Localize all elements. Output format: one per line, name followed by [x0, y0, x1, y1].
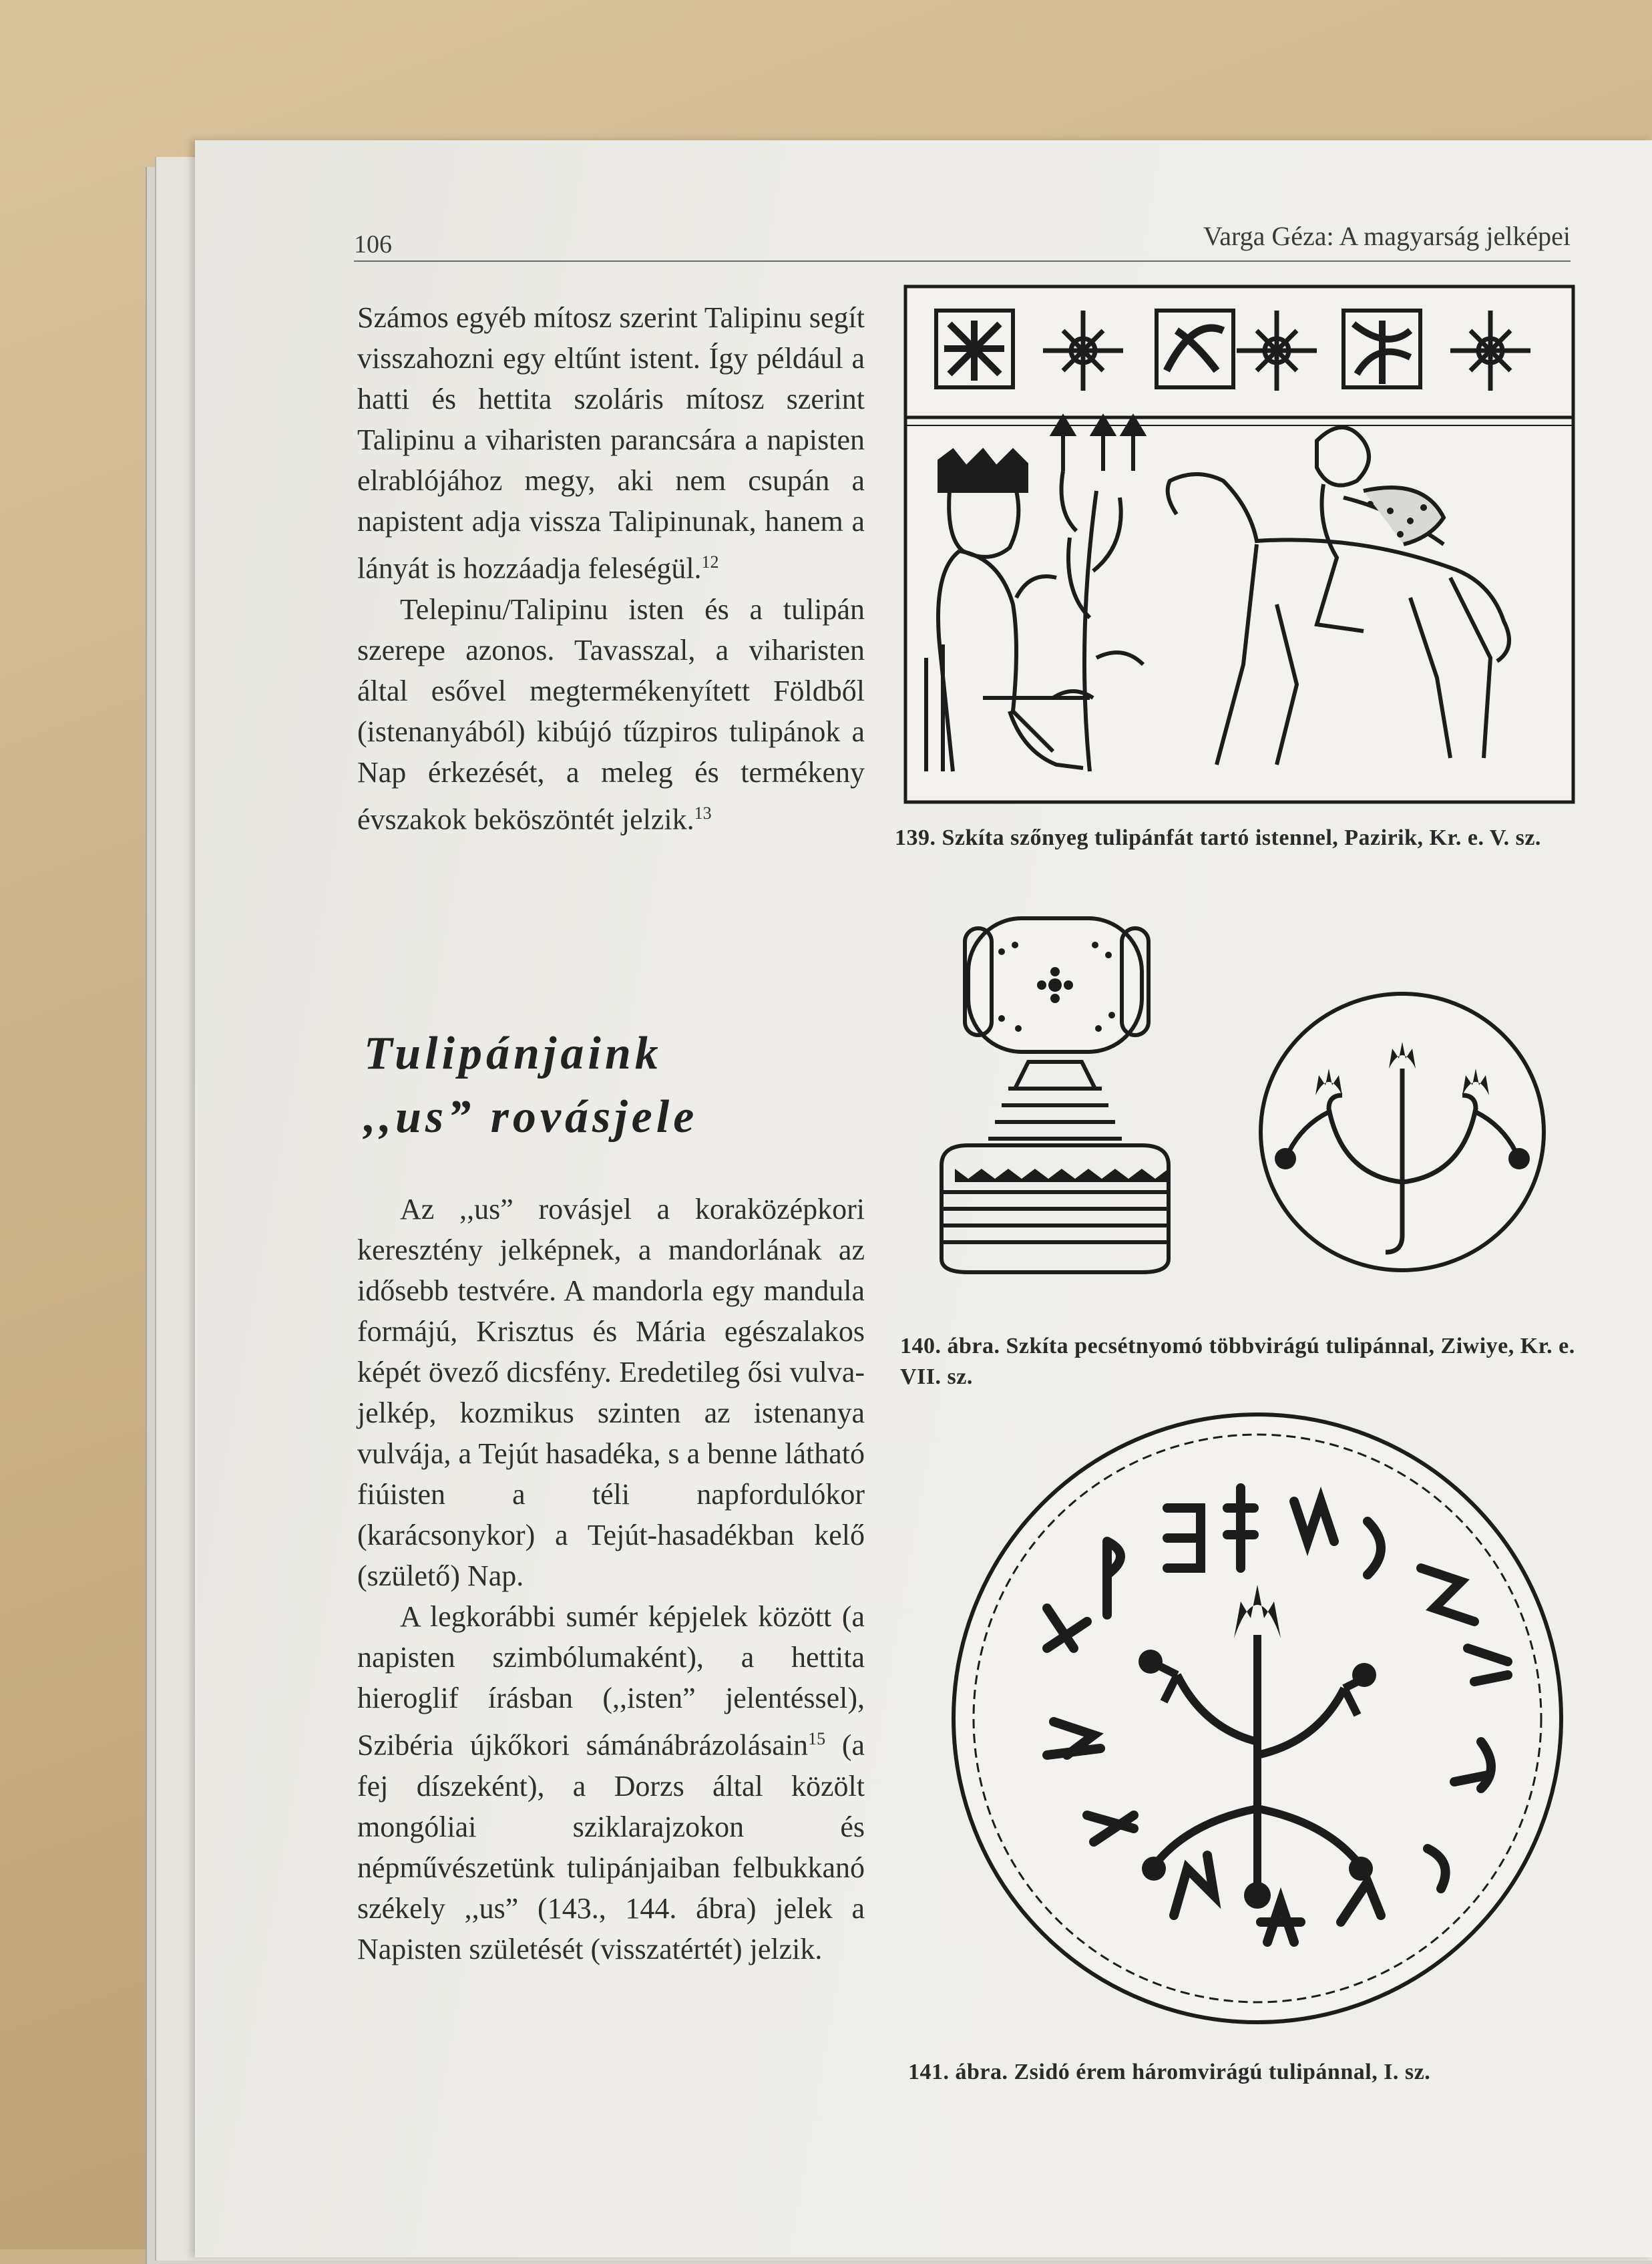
- running-head: [354, 220, 1571, 262]
- paragraph-4: A legkorábbi sumér képjelek között (a napisten szimbólumaként), a hettita hieroglif írásban (,,isten” jelentéssel), Szibéria újkőkori sámánábrázolásain$^{15}$ (a fej díszeként), a Dorzs által közölt mongóliai sziklarajzokon és népművészetünk tulipánjaiban felbukkanó székely ,,us” (143., 144. ábra) jelek a Napisten születését (visszatértét) jelzik.: [357, 1600, 865, 1965]
- paragraph-2: Telepinu/Talipinu isten és a tulipán szerepe azonos. Tavasszal, a viharisten által esővel megtermékenyített Földből (istenanyából) kibújó tűzpiros tulipánok a Nap érkezését, a meleg és termékeny évszakok beköszöntét jelzik.$^{13}$: [357, 592, 865, 836]
- figure-139-carpet: [903, 284, 1576, 805]
- heading-line-1: Tulipánjaink: [364, 1028, 662, 1079]
- figure-139-caption: 139. Szkíta szőnyeg tulipánfát tartó istennel, Pazirik, Kr. e. V. sz.: [895, 825, 1541, 850]
- footnote-ref-13: 13: [694, 803, 712, 823]
- text-column-top: [357, 297, 865, 839]
- seal-object-illustration: [928, 905, 1195, 1279]
- carpet-illustration: [903, 284, 1576, 805]
- figure-141-caption: 141. ábra. Zsidó érem háromvirágú tulipánnal, I. sz.: [908, 2060, 1431, 2084]
- figure-140-seal: [928, 905, 1195, 1279]
- figure-140-caption: 140. ábra. Szkíta pecsétnyomó többvirágú tulipánnal, Ziwiye, Kr. e. VII. sz.: [900, 1334, 1575, 1389]
- seal-impression-illustration: [1255, 988, 1549, 1276]
- footnote-ref-15: 15: [808, 1729, 826, 1748]
- figure-141-coin: [947, 1408, 1568, 2029]
- footnote-ref-12: 12: [701, 552, 719, 572]
- coin-illustration: [947, 1408, 1568, 2029]
- text-column-bottom: [357, 1189, 865, 1969]
- figure-140-stamp-face: [1255, 988, 1549, 1276]
- paragraph-3: Az ,,us” rovásjel a koraközépkori keresztény jelképnek, a mandorlának az idősebb testvére. A mandorla egy mandula formájú, Krisztus és Mária egészalakos képét övező dicsfény. Eredetileg ősi vulva-jelkép, kozmikus szinten az istenanya vulvája, a Tejút hasadéka, s a benne látható fiúisten a téli napfordulókor (karácsonykor) a Tejút-hasadékban kelő (születő) Nap.: [357, 1193, 865, 1592]
- paragraph-1: Számos egyéb mítosz szerint Talipinu segít visszahozni egy eltűnt istent. Így például a hatti és hettita szoláris mítosz szerint Talipinu a viharisten parancsára a napisten elrablójához megy, aki nem csupán a napistent adja vissza Talipinunak, hanem a lányát is hozzáadja feleségül.$^{12}$: [357, 301, 865, 585]
- book-title: Varga Géza: A magyarság jelképei: [1203, 221, 1571, 251]
- page-number: 106: [354, 230, 392, 258]
- section-heading: [364, 1022, 698, 1149]
- heading-line-2: ,,us” rovásjele: [364, 1091, 698, 1143]
